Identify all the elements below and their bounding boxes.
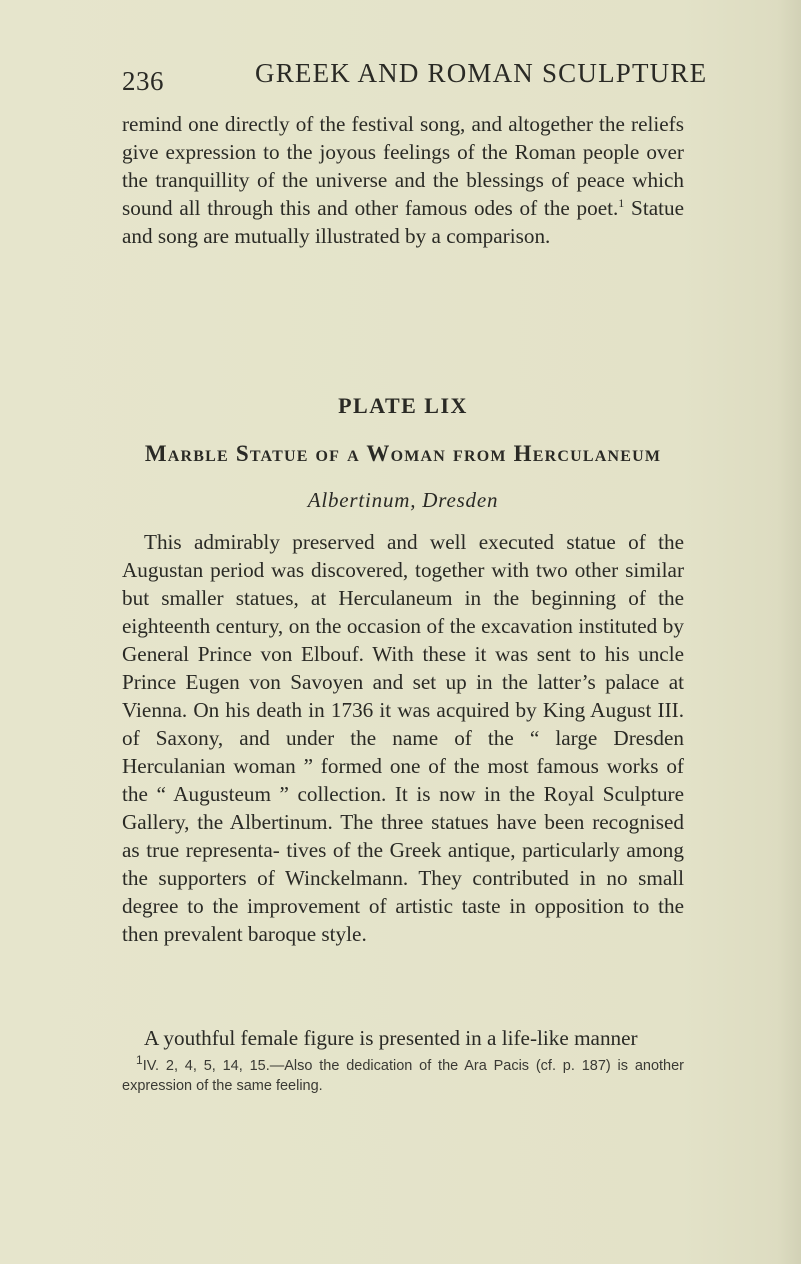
paragraph-opening-text: remind one directly of the festival song, and altogether the reliefs give expression to the joyous feelings of the Roman people over the tranquillity of the universe and the blessings of peace which sound all through this and other famous odes of the poet. <box>122 112 684 220</box>
paragraph-opening <box>122 110 684 250</box>
paragraph-description-start: A youthful female figure is presented in a life-like manner <box>144 1026 638 1050</box>
footnote-reference: 1 <box>618 195 625 210</box>
paragraph-statue-history: This admirably preserved and well executed statue of the Augustan period was discovered, together with two other similar but smaller statues, at Herculaneum in the beginning of the eighteenth century, on the occasion of the excavation instituted by General Prince von Elbouf. With these it was sent to his uncle Prince Eugen von Savoyen and set up in the latter’s palace at Vienna. On his death in 1736 it was acquired by King August III. of Saxony, and under the name of the “ large Dresden Herculanian woman ” formed one of the most famous works of the “ Augusteum ” collection. It is now in the Royal Sculpture Gallery, the Albertinum. The three statues have been recognised as true representa- tives of the Greek antique, particularly among the supporters of Winckelmann. They contributed in no small degree to the improvement of artistic taste in opposition to the then prevalent baroque style. <box>122 530 684 946</box>
paragraph-opening-continuation: Statue and song are mutually illustrated by a comparison. <box>122 196 684 248</box>
page-header <box>122 58 708 98</box>
plate-title: PLATE LIX <box>338 393 468 418</box>
running-head: GREEK AND ROMAN SCULPTURE <box>255 58 708 88</box>
footnote-marker: 1 <box>136 1053 143 1068</box>
plate-subtitle: Marble Statue of a Woman from Herculaneum <box>144 441 662 466</box>
page-number: 236 <box>122 66 164 96</box>
plate-location: Albertinum, Dresden <box>307 488 499 512</box>
footnote <box>122 1053 684 1096</box>
footnote-text: IV. 2, 4, 5, 14, 15.—Also the dedication of the Ara Pacis (cf. p. 187) is another expression of the same feeling. <box>122 1058 684 1094</box>
